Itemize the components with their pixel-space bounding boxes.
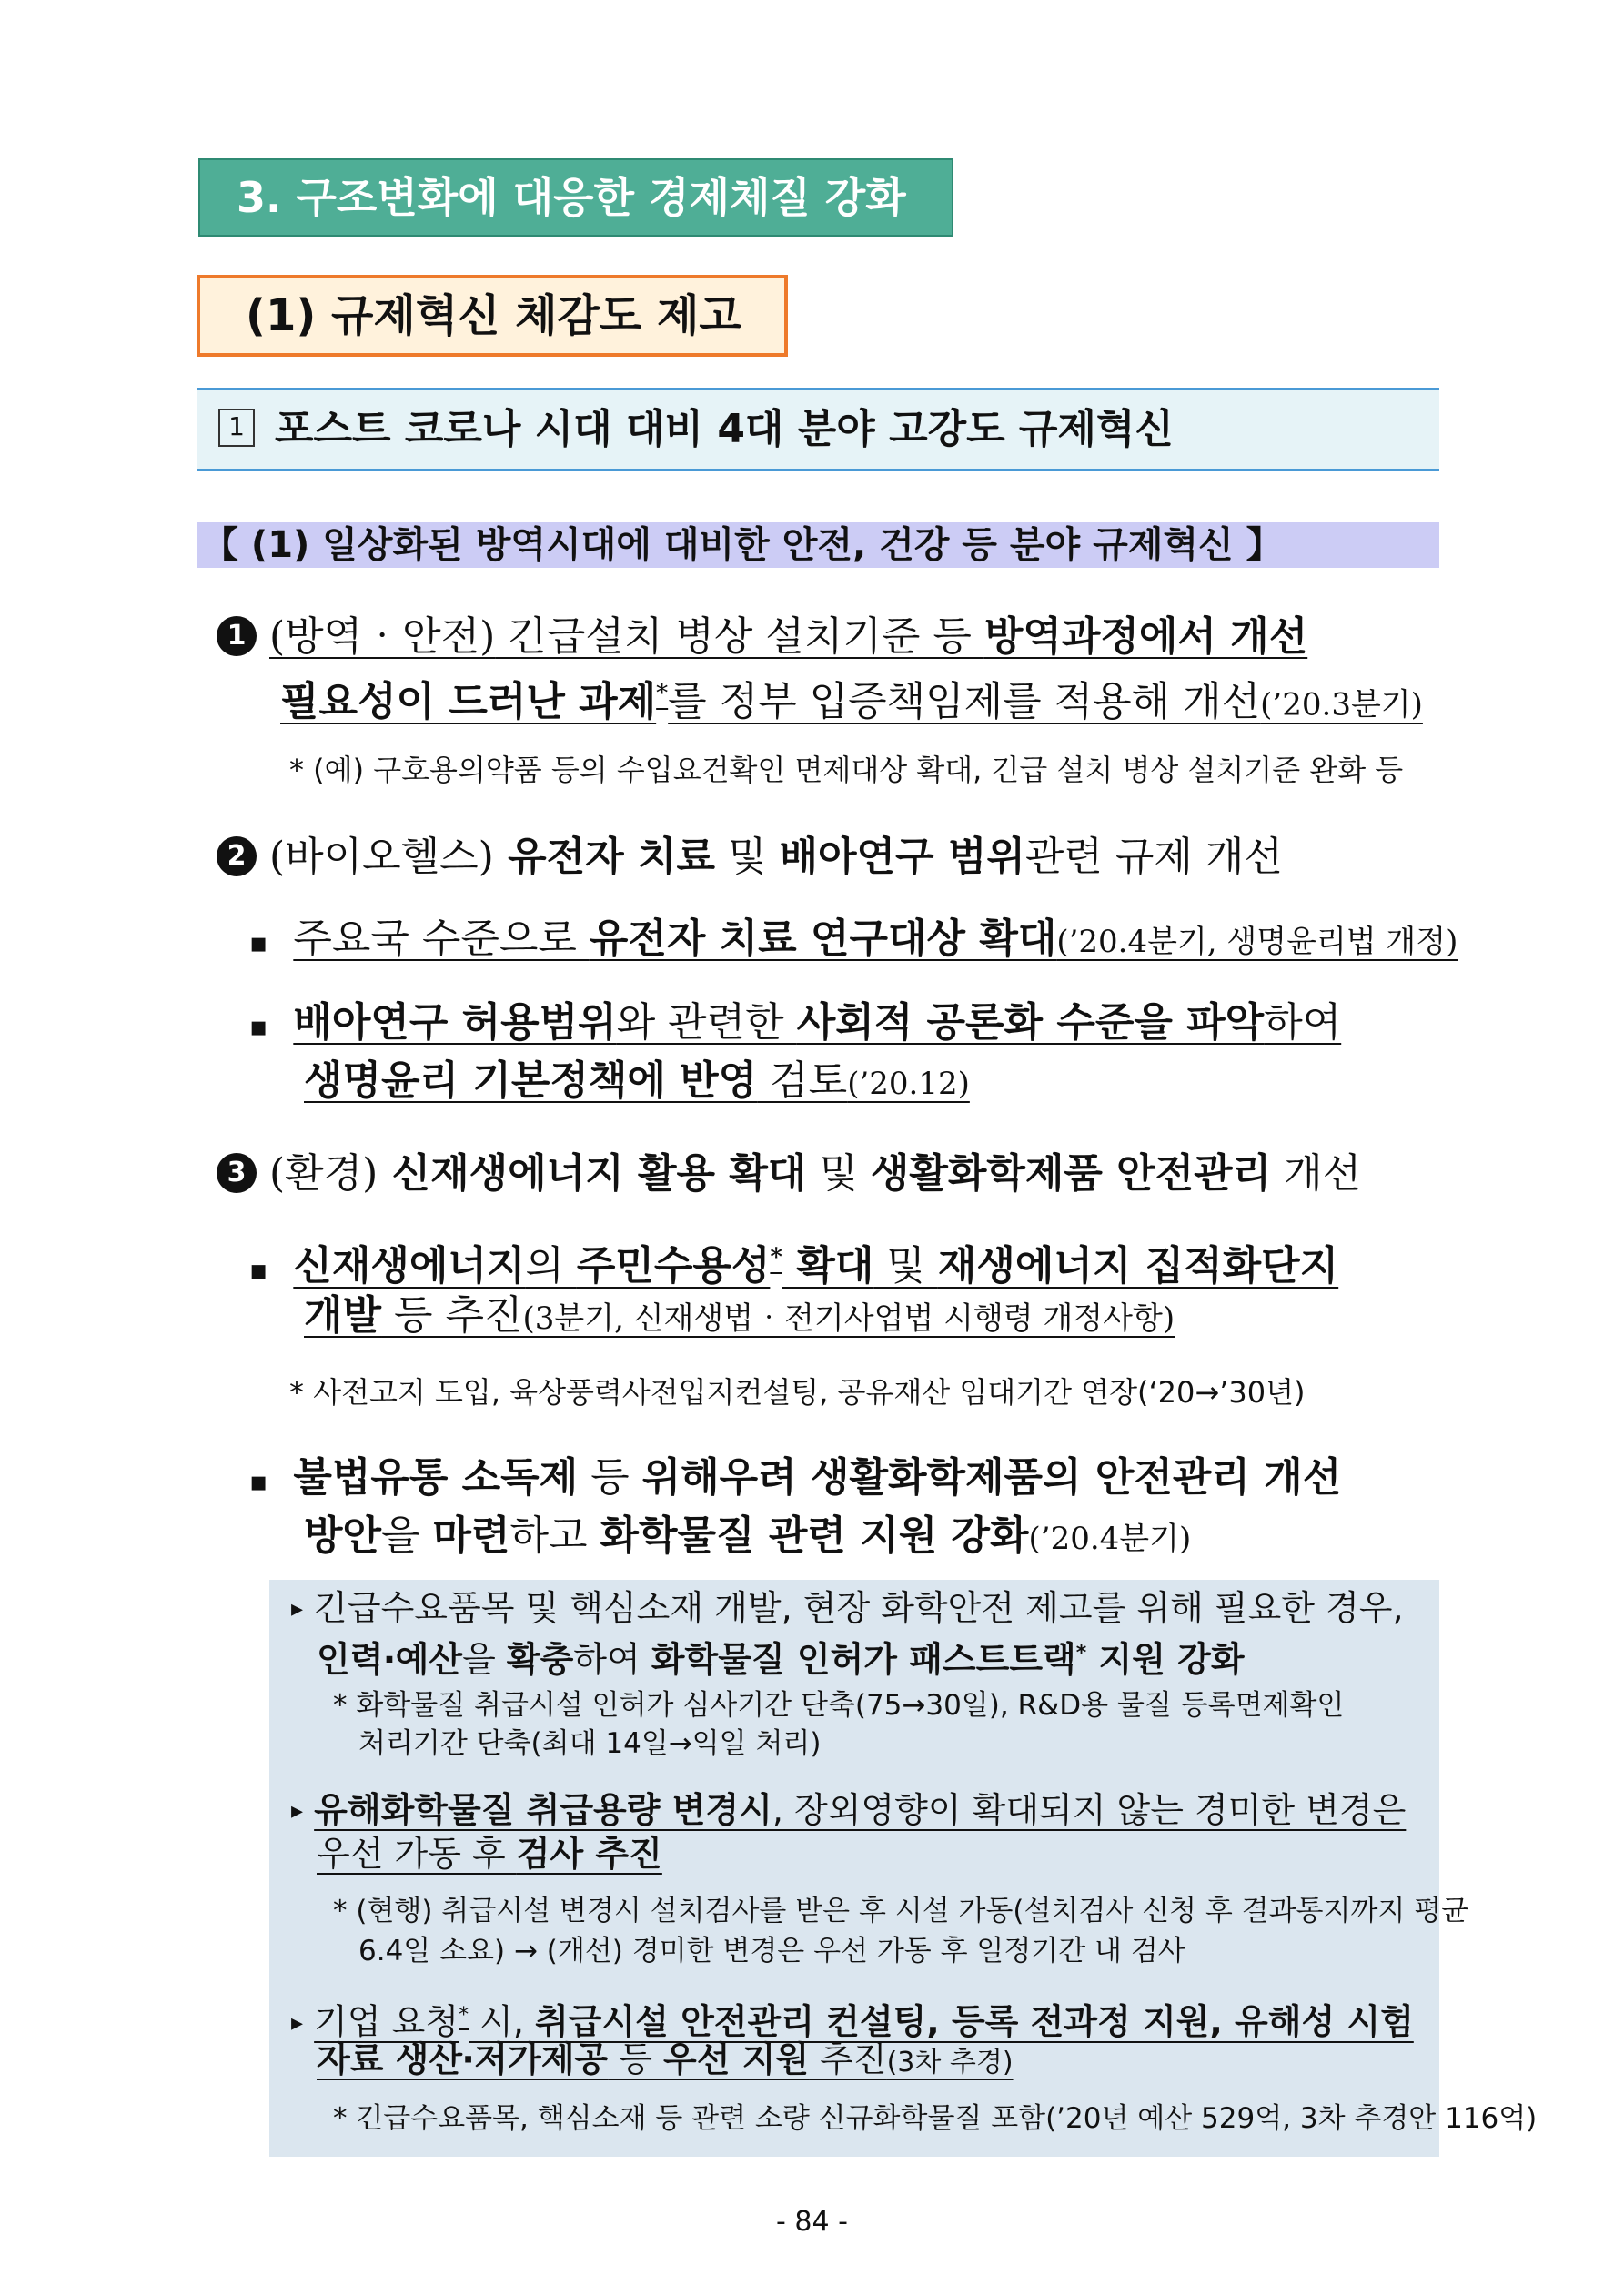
- box-p1l2g: 지원 강화: [1086, 1639, 1245, 1680]
- item2-lc: 및: [715, 834, 780, 880]
- box-n2-line1: * (현행) 취급시설 변경시 설치검사를 받은 후 시설 가동(설치검사 신청 후 결과통지까지 평균: [333, 1895, 1469, 1927]
- item2-b2l1a: 배아연구 허용범위: [293, 999, 617, 1046]
- bullet-icon: ▪: [249, 927, 268, 959]
- item1-line2: [280, 668, 1423, 731]
- item1-l2b: *: [656, 680, 669, 707]
- box-p3-line2: [317, 2037, 1014, 2086]
- box-p2l1a: 유해화학물질 취급용량 변경시: [314, 1790, 772, 1830]
- box-p1l2a: 인력‧예산: [317, 1639, 463, 1680]
- item3-b2l2e: 화학물질 관련 지원 강화: [600, 1512, 1029, 1559]
- item3-b2l2f: (’20.4분기): [1028, 1521, 1192, 1557]
- item1-note: * (예) 구호용의약품 등의 수입요건확인 면제대상 확대, 긴급 설치 병상 설치기준 완화 등: [289, 753, 1404, 787]
- topic-title-bar: [197, 388, 1439, 471]
- item3-b1l1c: 주민수용성: [576, 1242, 771, 1290]
- item3-bullet1-line2: [304, 1290, 1175, 1344]
- item2-bullet2-line2: [304, 1056, 970, 1109]
- box-p1l2e: 화학물질 인허가 패스트트랙: [651, 1639, 1076, 1680]
- box-n1-line2: 처리기간 단축(최대 14일→익일 처리): [358, 1727, 822, 1760]
- item3-b1l1e: 확대: [782, 1242, 874, 1290]
- item2-bullet1: [249, 914, 1458, 969]
- item1-l1c: 방역과정에서 개선: [983, 613, 1308, 660]
- box-p2l1b: , 장외영향이 확대되지 않는 경미한 변경은: [772, 1790, 1407, 1830]
- item3-line: [217, 1148, 1361, 1199]
- item2-b1a: 주요국 수준으로: [293, 915, 590, 962]
- item2-lb: 유전자 치료: [493, 834, 716, 880]
- box-p3l1c: 시,: [469, 2001, 536, 2042]
- item3-b2l1a: 불법유통 소독제: [293, 1454, 579, 1501]
- box-n1-line1: * 화학물질 취급시설 인허가 심사기간 단축(75→30일), R&D용 물질 등록면제확인: [333, 1689, 1345, 1722]
- item3-lc: 및: [806, 1150, 871, 1197]
- item2-b2l1c: 사회적 공론화 수준을 파악: [796, 999, 1265, 1046]
- item2-b1b: 유전자 치료 연구대상 확대: [589, 915, 1057, 962]
- topic-number: 1: [218, 409, 255, 447]
- item2-b2l1b: 와 관련한: [616, 999, 797, 1046]
- item2-b1c: (’20.4분기, 생명윤리법 개정): [1056, 924, 1458, 960]
- item3-b2l2a: 방안: [304, 1512, 382, 1559]
- bullet-icon: ▪: [249, 1466, 268, 1498]
- item3-la: (환경): [269, 1150, 378, 1197]
- item3-b1l1d: *: [770, 1244, 782, 1271]
- subheading: 【 (1) 일상화된 방역시대에 대비한 안전, 건강 등 분야 규제혁신 】: [197, 522, 1439, 568]
- item3-bullet2-line2: [304, 1511, 1191, 1564]
- item3-bullet2-line1: [249, 1452, 1341, 1508]
- bullet-icon: ▪: [249, 1011, 268, 1043]
- box-p1l2c: 확충: [506, 1639, 574, 1680]
- item3-b2l2d: 하고: [509, 1512, 600, 1559]
- item2-line: [217, 832, 1283, 883]
- box-p3l1a: 기업 요청: [314, 2001, 459, 2042]
- item2-b2l1d: 하여: [1264, 999, 1342, 1046]
- item1-line1: [217, 612, 1307, 663]
- page-number: - 84 -: [776, 2206, 848, 2238]
- box-p3l2a: 자료 생산‧저가제공: [317, 2039, 609, 2079]
- topic-title: 포스트 코로나 시대 대비 4대 분야 고강도 규제혁신: [275, 406, 1174, 452]
- item3-b1l1b: 의: [525, 1242, 577, 1290]
- item3-b2l2b: 을: [381, 1512, 433, 1559]
- box-p3l1d: 취급시설 안전관리 컨설팅, 등록 전과정 지원, 유해성 시험: [535, 2001, 1414, 2042]
- item3-b1l2a: 개발: [304, 1292, 382, 1339]
- item1-l2d: (’20.3분기): [1260, 686, 1423, 723]
- box-p3l1b: *: [459, 2004, 469, 2027]
- item2-b2l2a: 생명윤리 기본정책에 반영: [304, 1057, 758, 1104]
- item1-marker: 1: [217, 616, 257, 656]
- box-p2l2b: 검사 추진: [516, 1834, 662, 1874]
- item2-b2l2b: 검토: [757, 1057, 848, 1104]
- item3-b2l1b: 등: [578, 1454, 642, 1501]
- item1-l2a: 필요성이 드러난 과제: [280, 678, 657, 725]
- item3-marker: 3: [217, 1153, 257, 1193]
- subsection-title: (1) 규제혁신 체감도 제고: [197, 275, 788, 357]
- triangle-bullet-icon: ▸: [291, 1797, 304, 1825]
- item3-bullet1-line1: [249, 1232, 1338, 1297]
- box-n2-line2: 6.4일 소요) → (개선) 경미한 변경은 우선 가동 후 일정기간 내 검사: [358, 1935, 1185, 1967]
- box-p2-line2: [317, 1831, 662, 1876]
- box-p3l2b: 등: [608, 2039, 663, 2079]
- item3-le: 개선: [1271, 1150, 1362, 1197]
- box-n3: * 긴급수요품목, 핵심소재 등 관련 소량 신규화학물질 포함(’20년 예산 529억, 3차 추경안 116억): [333, 2102, 1538, 2135]
- item3-b2l2c: 마련: [432, 1512, 510, 1559]
- item2-bullet2-line1: [249, 997, 1341, 1053]
- item1-l1b: 긴급설치 병상 설치기준 등: [495, 613, 984, 660]
- triangle-bullet-icon: ▸: [291, 1595, 304, 1623]
- box-p2-line1: [291, 1787, 1406, 1837]
- item3-bullet1-note: * 사전고지 도입, 육상풍력사전입지컨설팅, 공유재산 임대기간 연장(‘20→’30년): [289, 1375, 1306, 1410]
- bullet-icon: ▪: [249, 1254, 268, 1287]
- box-p1l1: 긴급수요품목 및 핵심소재 개발, 현장 화학안전 제고를 위해 필요한 경우,: [314, 1588, 1404, 1628]
- section-title: 3. 구조변화에 대응한 경제체질 강화: [198, 158, 953, 237]
- box-p1-line2: [317, 1631, 1245, 1683]
- item1-l1a: (방역‧안전): [269, 613, 496, 660]
- box-p2l2a: 우선 가동 후: [317, 1834, 517, 1874]
- item2-ld: 배아연구 범위: [779, 834, 1025, 880]
- item2-la: (바이오헬스): [269, 834, 494, 880]
- item3-ld: 생활화학제품 안전관리: [870, 1150, 1272, 1197]
- box-p1l2b: 을: [462, 1639, 507, 1680]
- box-p1l2d: 하여: [573, 1639, 651, 1680]
- item2-le: 관련 규제 개선: [1024, 834, 1283, 880]
- item3-b1l1a: 신재생에너지: [293, 1242, 526, 1290]
- triangle-bullet-icon: ▸: [291, 2008, 304, 2037]
- item3-lb: 신재생에너지 활용 확대: [378, 1150, 807, 1197]
- item3-b1l1f: 및: [873, 1242, 938, 1290]
- box-p3l2c: 우선 지원: [663, 2039, 810, 2079]
- item2-b2l2c: (’20.12): [847, 1066, 970, 1102]
- item1-l2c: 를 정부 입증책임제를 적용해 개선: [668, 678, 1261, 725]
- item2-marker: 2: [217, 836, 257, 876]
- item3-b1l1g: 재생에너지 집적화단지: [937, 1242, 1339, 1290]
- box-p1-line1: [291, 1585, 1404, 1635]
- item3-b2l1c: 위해우려 생활화학제품의 안전관리 개선: [641, 1454, 1342, 1501]
- box-p3l2e: (3차 추경): [886, 2047, 1014, 2079]
- item3-b1l2b: 등 추진: [381, 1292, 523, 1339]
- item3-b1l2c: (3분기, 신재생법‧전기사업법 시행령 개정사항): [522, 1300, 1175, 1337]
- box-p3l2d: 추진: [809, 2039, 887, 2079]
- box-p1l2f: *: [1075, 1642, 1087, 1664]
